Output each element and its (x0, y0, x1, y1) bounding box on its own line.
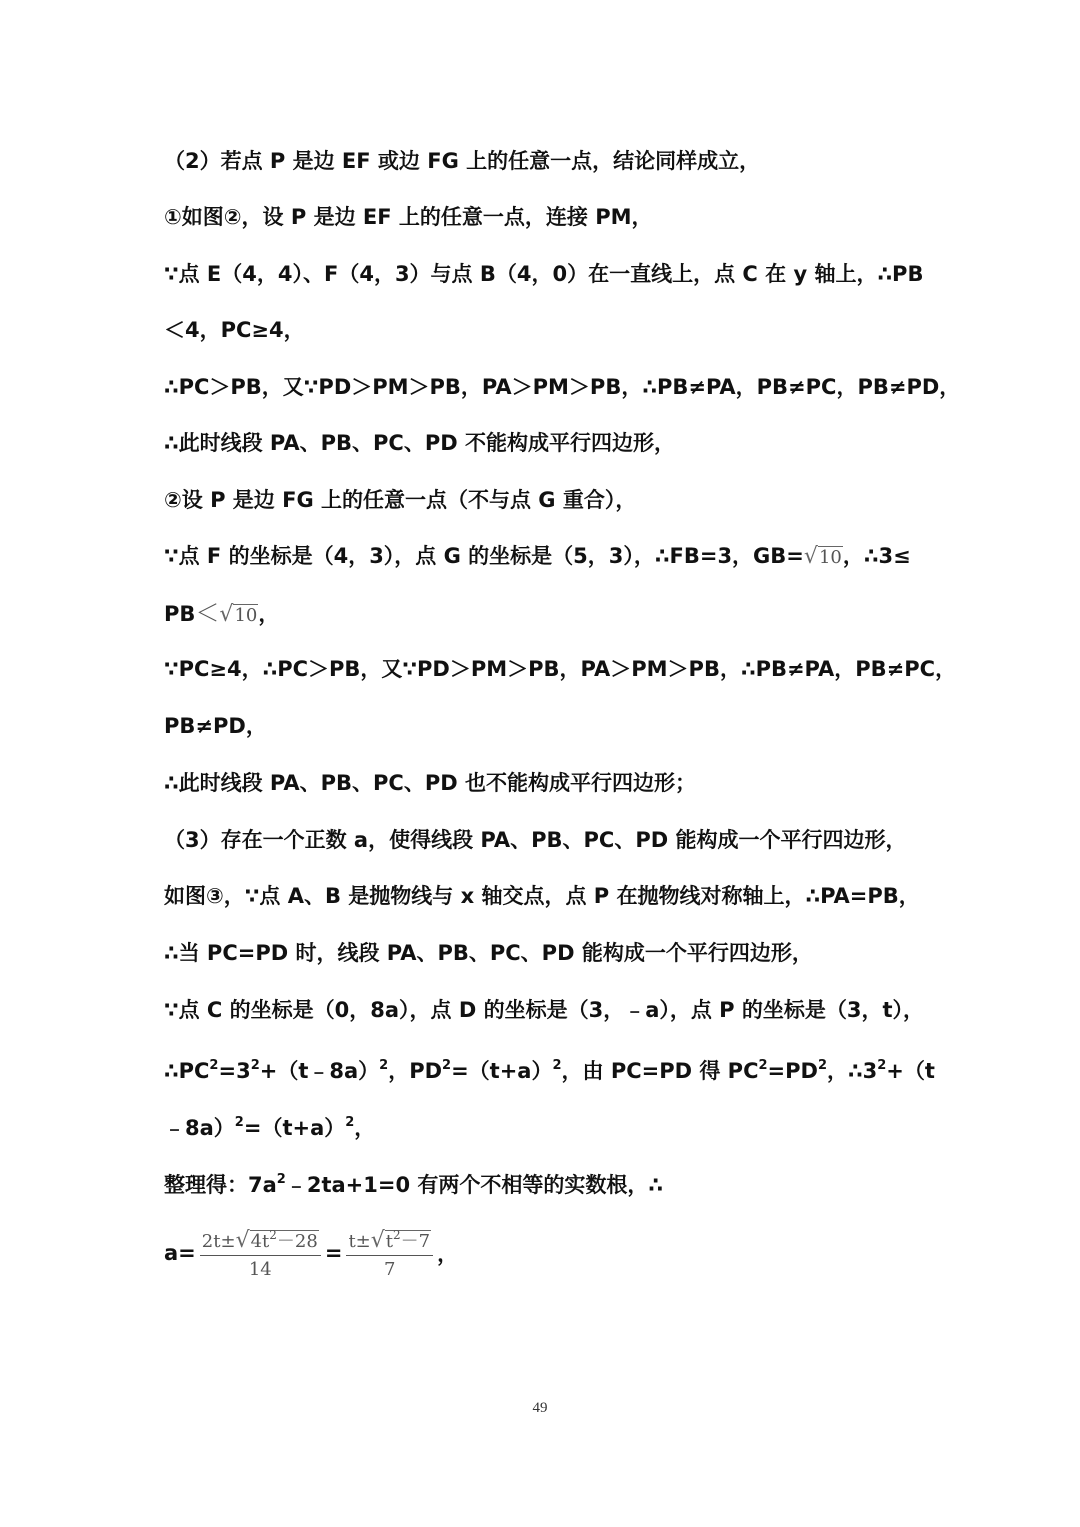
text-segment: ∴PC (164, 1059, 210, 1083)
fraction-numerator (200, 1227, 321, 1255)
superscript: 2 (250, 1058, 260, 1073)
text-segment: =（t+a） (451, 1059, 553, 1083)
fraction-denominator: 14 (248, 1258, 272, 1280)
text-line: PB≠PD， (164, 714, 267, 738)
text-segment: ，由 PC=PD 得 PC (561, 1059, 759, 1083)
numerator-text: 2t± (201, 1230, 236, 1252)
text-line: ＜4，PC≥4， (164, 318, 305, 342)
text-segment: ，∴3≤ (842, 544, 911, 568)
sqrt-expression (236, 1227, 319, 1253)
radicand (385, 1227, 431, 1252)
radical-sign-icon: √ (370, 1227, 385, 1253)
radicand: 10 (818, 547, 842, 568)
superscript: 2 (276, 1172, 286, 1187)
text-segment: +（t﹣8a） (259, 1059, 380, 1083)
numerator-text: t± (348, 1230, 371, 1252)
text-line: ∴当 PC=PD 时，线段 PA、PB、PC、PD 能构成一个平行四边形， (164, 941, 813, 965)
text-line-pb (164, 598, 934, 631)
radicand (250, 1227, 319, 1252)
text-line: ∴PC＞PB，又∵PD＞PM＞PB，PA＞PM＞PB，∴PB≠PA，PB≠PC，PB≠PD， (164, 375, 961, 399)
sqrt-10 (804, 541, 843, 573)
text-line-gb (164, 541, 934, 573)
superscript: 2 (877, 1058, 887, 1073)
text-line-quadratic (164, 1165, 934, 1200)
text-line-continued (164, 1108, 934, 1143)
superscript: 2 (269, 1227, 277, 1242)
formula-lhs: a= (164, 1241, 196, 1265)
text-line: ∵PC≥4，∴PC＞PB，又∵PD＞PM＞PB，PA＞PM＞PB，∴PB≠PA，PB≠PC， (164, 657, 957, 681)
less-than-sign: ＜ (195, 599, 220, 627)
superscript: 2 (552, 1058, 562, 1073)
text-line: ∴此时线段 PA、PB、PC、PD 也不能构成平行四边形； (164, 771, 696, 795)
text-line: ∵点 E（4，4）、F（4，3）与点 B（4，0）在一直线上，点 C 在 y 轴上，∴PB (164, 262, 924, 286)
fraction-numerator (346, 1227, 433, 1255)
superscript: 2 (817, 1058, 828, 1073)
superscript: 2 (758, 1058, 768, 1073)
text-segment: =PD (767, 1059, 818, 1083)
text-segment: ∵点 F 的坐标是（4，3），点 G 的坐标是（5，3），∴FB=3，GB= (164, 544, 804, 568)
text-segment: =3 (218, 1059, 251, 1083)
fraction-2 (346, 1227, 433, 1280)
text-line: ②设 P 是边 FG 上的任意一点（不与点 G 重合）， (164, 488, 637, 512)
text-line: ∵点 C 的坐标是（0，8a），点 D 的坐标是（3，﹣a），点 P 的坐标是（3，t）， (164, 998, 925, 1022)
superscript: 2 (442, 1058, 452, 1073)
radical-sign-icon: √ (803, 544, 818, 569)
radicand-text: t (385, 1230, 394, 1252)
superscript: 2 (234, 1115, 244, 1130)
fraction-1 (200, 1227, 321, 1280)
text-segment: PB (164, 602, 196, 626)
text-line-pc-pd (164, 1051, 934, 1086)
text-segment: =（t+a） (243, 1116, 346, 1140)
text-segment: ﹣2ta+1=0 有两个不相等的实数根，∴ (285, 1173, 664, 1197)
text-segment: ，∴3 (827, 1059, 878, 1083)
formula-a (164, 1218, 458, 1288)
text-line: ∴此时线段 PA、PB、PC、PD 不能构成平行四边形， (164, 431, 675, 455)
page-number: 49 (532, 1400, 548, 1416)
sqrt-10 (219, 599, 258, 631)
sqrt-expression (371, 1227, 431, 1253)
superscript: 2 (379, 1058, 389, 1073)
equals-sign: = (324, 1241, 343, 1265)
superscript: 2 (209, 1058, 219, 1073)
text-line: ①如图②，设 P 是边 EF 上的任意一点，连接 PM， (164, 205, 653, 229)
radical-sign-icon: √ (219, 602, 234, 627)
radicand: 10 (234, 605, 258, 626)
superscript: 2 (345, 1115, 355, 1130)
text-segment: 整理得：7a (164, 1173, 277, 1197)
superscript: 2 (393, 1227, 401, 1242)
text-segment: ﹣8a） (164, 1116, 235, 1140)
text-line: （2）若点 P 是边 EF 或边 FG 上的任意一点，结论同样成立， (164, 149, 761, 173)
radical-sign-icon: √ (235, 1227, 250, 1253)
text-segment: ， (258, 602, 280, 626)
text-segment: +（t (886, 1059, 935, 1083)
radicand-text: －7 (400, 1230, 431, 1252)
text-line: 如图③，∵点 A、B 是抛物线与 x 轴交点，点 P 在抛物线对称轴上，∴PA=PB， (164, 884, 920, 908)
text-segment: ， (354, 1116, 376, 1140)
radicand-text: －28 (276, 1230, 318, 1252)
radicand-text: 4t (250, 1230, 270, 1252)
formula-tail: ， (437, 1242, 459, 1266)
fraction-denominator: 7 (384, 1258, 396, 1280)
text-line: （3）存在一个正数 a，使得线段 PA、PB、PC、PD 能构成一个平行四边形， (164, 828, 907, 852)
text-segment: ，PD (388, 1059, 443, 1083)
